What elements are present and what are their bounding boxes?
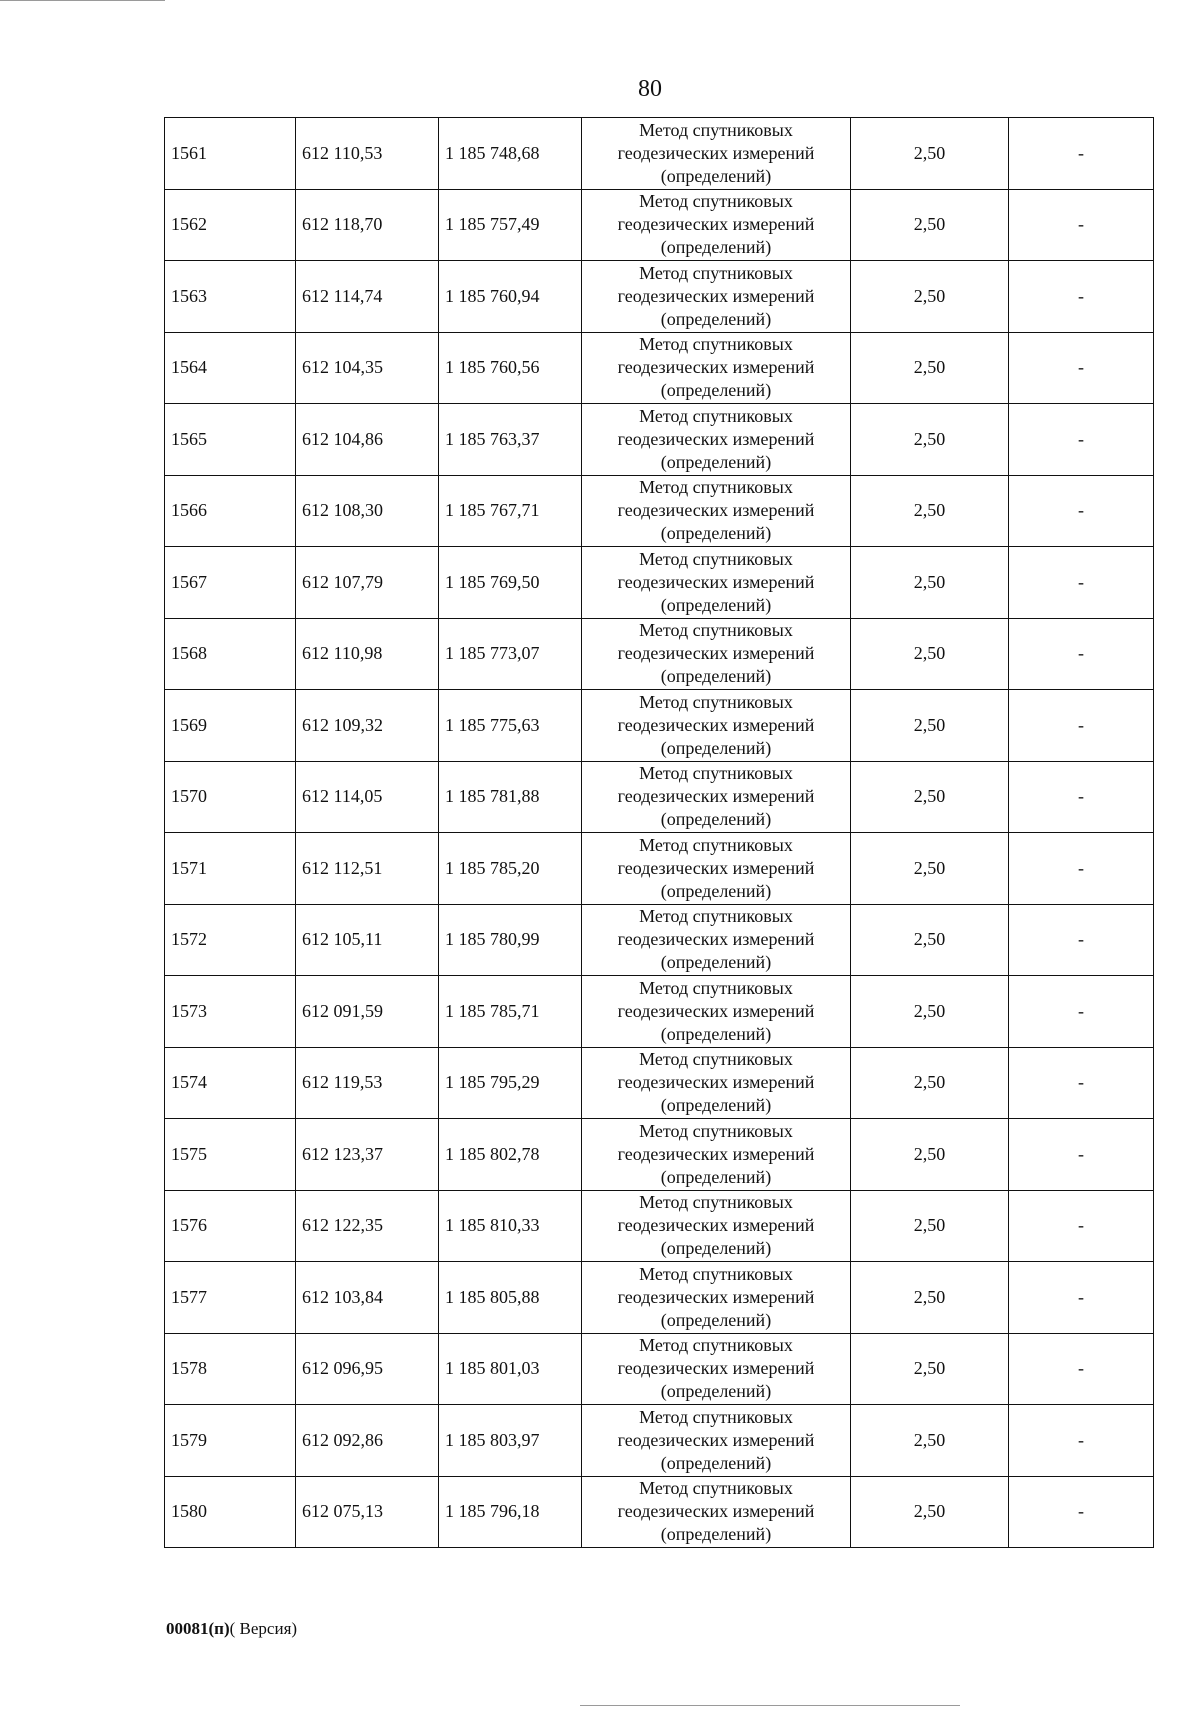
method-text-line2: геодезических измерений xyxy=(617,1501,815,1522)
point-number-cell: 1561 xyxy=(165,118,296,190)
method-text-line1: Метод спутниковых xyxy=(639,834,793,855)
x-coordinate-cell: 612 122,35 xyxy=(296,1190,439,1262)
accuracy-cell: 2,50 xyxy=(851,833,1009,905)
description-cell: - xyxy=(1009,1405,1154,1477)
description-cell: - xyxy=(1009,976,1154,1048)
table-row xyxy=(165,189,1154,261)
method-text-line3: (определений) xyxy=(660,1166,772,1187)
method-cell xyxy=(582,1476,851,1548)
method-text-line1: Метод спутниковых xyxy=(639,1120,793,1141)
method-text-line3: (определений) xyxy=(660,1524,772,1545)
method-text-line3: (определений) xyxy=(660,880,772,901)
description-cell: - xyxy=(1009,475,1154,547)
description-cell: - xyxy=(1009,1476,1154,1548)
method-cell xyxy=(582,189,851,261)
accuracy-cell: 2,50 xyxy=(851,1047,1009,1119)
accuracy-cell: 2,50 xyxy=(851,618,1009,690)
method-text-line1: Метод спутниковых xyxy=(639,906,793,927)
method-text-line2: геодезических измерений xyxy=(617,1000,815,1021)
method-text-line2: геодезических измерений xyxy=(617,214,815,235)
method-cell xyxy=(582,475,851,547)
coordinates-table-body xyxy=(165,118,1154,1548)
x-coordinate-cell: 612 110,53 xyxy=(296,118,439,190)
accuracy-cell: 2,50 xyxy=(851,261,1009,333)
y-coordinate-cell: 1 185 795,29 xyxy=(439,1047,582,1119)
method-cell xyxy=(582,261,851,333)
x-coordinate-cell: 612 110,98 xyxy=(296,618,439,690)
scan-edge-line-bottom xyxy=(580,1705,960,1706)
point-number-cell: 1563 xyxy=(165,261,296,333)
y-coordinate-cell: 1 185 796,18 xyxy=(439,1476,582,1548)
y-coordinate-cell: 1 185 801,03 xyxy=(439,1333,582,1405)
method-text-line2: геодезических измерений xyxy=(617,571,815,592)
method-text-line1: Метод спутниковых xyxy=(639,119,793,140)
method-text-line1: Метод спутниковых xyxy=(639,262,793,283)
coordinates-table xyxy=(164,117,1154,1548)
x-coordinate-cell: 612 096,95 xyxy=(296,1333,439,1405)
x-coordinate-cell: 612 075,13 xyxy=(296,1476,439,1548)
table-row xyxy=(165,261,1154,333)
description-cell: - xyxy=(1009,1119,1154,1191)
x-coordinate-cell: 612 123,37 xyxy=(296,1119,439,1191)
table-row xyxy=(165,332,1154,404)
accuracy-cell: 2,50 xyxy=(851,1119,1009,1191)
method-text-line3: (определений) xyxy=(660,165,772,186)
method-text-line2: геодезических измерений xyxy=(617,500,815,521)
point-number-cell: 1578 xyxy=(165,1333,296,1405)
table-row xyxy=(165,1119,1154,1191)
method-text-line3: (определений) xyxy=(660,451,772,472)
description-cell: - xyxy=(1009,833,1154,905)
point-number-cell: 1565 xyxy=(165,404,296,476)
method-text-line1: Метод спутниковых xyxy=(639,1263,793,1284)
accuracy-cell: 2,50 xyxy=(851,332,1009,404)
description-cell: - xyxy=(1009,189,1154,261)
method-text-line1: Метод спутниковых xyxy=(639,1478,793,1499)
table-row xyxy=(165,475,1154,547)
method-text-line3: (определений) xyxy=(660,523,772,544)
description-cell: - xyxy=(1009,1190,1154,1262)
point-number-cell: 1571 xyxy=(165,833,296,905)
y-coordinate-cell: 1 185 785,71 xyxy=(439,976,582,1048)
method-text-line2: геодезических измерений xyxy=(617,357,815,378)
accuracy-cell: 2,50 xyxy=(851,475,1009,547)
footer xyxy=(166,1619,297,1639)
point-number-cell: 1562 xyxy=(165,189,296,261)
method-cell xyxy=(582,1333,851,1405)
method-text-line1: Метод спутниковых xyxy=(639,1049,793,1070)
y-coordinate-cell: 1 185 773,07 xyxy=(439,618,582,690)
x-coordinate-cell: 612 092,86 xyxy=(296,1405,439,1477)
accuracy-cell: 2,50 xyxy=(851,1476,1009,1548)
table-row xyxy=(165,404,1154,476)
method-cell xyxy=(582,1119,851,1191)
method-text-line3: (определений) xyxy=(660,308,772,329)
y-coordinate-cell: 1 185 767,71 xyxy=(439,475,582,547)
method-text-line2: геодезических измерений xyxy=(617,142,815,163)
method-text-line1: Метод спутниковых xyxy=(639,691,793,712)
method-text-line3: (определений) xyxy=(660,1095,772,1116)
y-coordinate-cell: 1 185 802,78 xyxy=(439,1119,582,1191)
accuracy-cell: 2,50 xyxy=(851,1190,1009,1262)
method-cell xyxy=(582,904,851,976)
method-text-line2: геодезических измерений xyxy=(617,1143,815,1164)
method-text-line3: (определений) xyxy=(660,1452,772,1473)
y-coordinate-cell: 1 185 785,20 xyxy=(439,833,582,905)
point-number-cell: 1574 xyxy=(165,1047,296,1119)
table-row xyxy=(165,1405,1154,1477)
method-text-line3: (определений) xyxy=(660,237,772,258)
x-coordinate-cell: 612 104,35 xyxy=(296,332,439,404)
method-text-line2: геодезических измерений xyxy=(617,1358,815,1379)
y-coordinate-cell: 1 185 780,99 xyxy=(439,904,582,976)
accuracy-cell: 2,50 xyxy=(851,1405,1009,1477)
description-cell: - xyxy=(1009,1047,1154,1119)
point-number-cell: 1570 xyxy=(165,761,296,833)
method-text-line3: (определений) xyxy=(660,1381,772,1402)
method-text-line3: (определений) xyxy=(660,1309,772,1330)
y-coordinate-cell: 1 185 805,88 xyxy=(439,1262,582,1334)
method-cell xyxy=(582,1262,851,1334)
method-text-line1: Метод спутниковых xyxy=(639,1192,793,1213)
method-text-line1: Метод спутниковых xyxy=(639,548,793,569)
method-text-line2: геодезических измерений xyxy=(617,1215,815,1236)
method-cell xyxy=(582,404,851,476)
point-number-cell: 1579 xyxy=(165,1405,296,1477)
x-coordinate-cell: 612 114,05 xyxy=(296,761,439,833)
method-text-line1: Метод спутниковых xyxy=(639,1406,793,1427)
method-text-line3: (определений) xyxy=(660,952,772,973)
point-number-cell: 1580 xyxy=(165,1476,296,1548)
description-cell: - xyxy=(1009,904,1154,976)
accuracy-cell: 2,50 xyxy=(851,1333,1009,1405)
method-text-line3: (определений) xyxy=(660,594,772,615)
description-cell: - xyxy=(1009,761,1154,833)
point-number-cell: 1568 xyxy=(165,618,296,690)
method-text-line1: Метод спутниковых xyxy=(639,191,793,212)
description-cell: - xyxy=(1009,118,1154,190)
y-coordinate-cell: 1 185 769,50 xyxy=(439,547,582,619)
description-cell: - xyxy=(1009,547,1154,619)
method-text-line2: геодезических измерений xyxy=(617,929,815,950)
point-number-cell: 1564 xyxy=(165,332,296,404)
method-text-line1: Метод спутниковых xyxy=(639,334,793,355)
accuracy-cell: 2,50 xyxy=(851,404,1009,476)
y-coordinate-cell: 1 185 781,88 xyxy=(439,761,582,833)
method-text-line2: геодезических измерений xyxy=(617,643,815,664)
table-row xyxy=(165,618,1154,690)
method-text-line1: Метод спутниковых xyxy=(639,763,793,784)
accuracy-cell: 2,50 xyxy=(851,976,1009,1048)
table-row xyxy=(165,904,1154,976)
accuracy-cell: 2,50 xyxy=(851,118,1009,190)
accuracy-cell: 2,50 xyxy=(851,1262,1009,1334)
y-coordinate-cell: 1 185 748,68 xyxy=(439,118,582,190)
y-coordinate-cell: 1 185 763,37 xyxy=(439,404,582,476)
accuracy-cell: 2,50 xyxy=(851,690,1009,762)
footer-version: ( Версия) xyxy=(229,1619,298,1638)
method-text-line1: Метод спутниковых xyxy=(639,620,793,641)
description-cell: - xyxy=(1009,1333,1154,1405)
accuracy-cell: 2,50 xyxy=(851,761,1009,833)
method-text-line3: (определений) xyxy=(660,1238,772,1259)
table-row xyxy=(165,1262,1154,1334)
point-number-cell: 1576 xyxy=(165,1190,296,1262)
description-cell: - xyxy=(1009,332,1154,404)
accuracy-cell: 2,50 xyxy=(851,189,1009,261)
description-cell: - xyxy=(1009,1262,1154,1334)
point-number-cell: 1577 xyxy=(165,1262,296,1334)
table-row xyxy=(165,1476,1154,1548)
method-text-line2: геодезических измерений xyxy=(617,1072,815,1093)
page-number: 80 xyxy=(638,76,662,102)
point-number-cell: 1572 xyxy=(165,904,296,976)
x-coordinate-cell: 612 104,86 xyxy=(296,404,439,476)
table-row xyxy=(165,1047,1154,1119)
point-number-cell: 1569 xyxy=(165,690,296,762)
method-cell xyxy=(582,1190,851,1262)
x-coordinate-cell: 612 114,74 xyxy=(296,261,439,333)
method-text-line2: геодезических измерений xyxy=(617,285,815,306)
method-cell xyxy=(582,118,851,190)
method-cell xyxy=(582,761,851,833)
point-number-cell: 1567 xyxy=(165,547,296,619)
table-row xyxy=(165,761,1154,833)
x-coordinate-cell: 612 091,59 xyxy=(296,976,439,1048)
table-row xyxy=(165,976,1154,1048)
method-text-line3: (определений) xyxy=(660,737,772,758)
method-text-line3: (определений) xyxy=(660,809,772,830)
method-cell xyxy=(582,332,851,404)
method-text-line2: геодезических измерений xyxy=(617,786,815,807)
method-text-line2: геодезических измерений xyxy=(617,1429,815,1450)
method-text-line2: геодезических измерений xyxy=(617,714,815,735)
method-text-line2: геодезических измерений xyxy=(617,1286,815,1307)
y-coordinate-cell: 1 185 803,97 xyxy=(439,1405,582,1477)
point-number-cell: 1573 xyxy=(165,976,296,1048)
description-cell: - xyxy=(1009,261,1154,333)
x-coordinate-cell: 612 103,84 xyxy=(296,1262,439,1334)
table-row xyxy=(165,833,1154,905)
method-text-line2: геодезических измерений xyxy=(617,857,815,878)
description-cell: - xyxy=(1009,618,1154,690)
method-text-line1: Метод спутниковых xyxy=(639,477,793,498)
point-number-cell: 1566 xyxy=(165,475,296,547)
x-coordinate-cell: 612 107,79 xyxy=(296,547,439,619)
accuracy-cell: 2,50 xyxy=(851,547,1009,619)
method-text-line3: (определений) xyxy=(660,666,772,687)
y-coordinate-cell: 1 185 757,49 xyxy=(439,189,582,261)
x-coordinate-cell: 612 105,11 xyxy=(296,904,439,976)
table-row xyxy=(165,547,1154,619)
y-coordinate-cell: 1 185 775,63 xyxy=(439,690,582,762)
method-text-line1: Метод спутниковых xyxy=(639,1335,793,1356)
method-text-line1: Метод спутниковых xyxy=(639,405,793,426)
method-cell xyxy=(582,690,851,762)
x-coordinate-cell: 612 119,53 xyxy=(296,1047,439,1119)
x-coordinate-cell: 612 112,51 xyxy=(296,833,439,905)
x-coordinate-cell: 612 108,30 xyxy=(296,475,439,547)
y-coordinate-cell: 1 185 760,94 xyxy=(439,261,582,333)
method-text-line2: геодезических измерений xyxy=(617,428,815,449)
x-coordinate-cell: 612 118,70 xyxy=(296,189,439,261)
method-cell xyxy=(582,547,851,619)
y-coordinate-cell: 1 185 810,33 xyxy=(439,1190,582,1262)
method-text-line1: Метод спутниковых xyxy=(639,977,793,998)
method-cell xyxy=(582,833,851,905)
y-coordinate-cell: 1 185 760,56 xyxy=(439,332,582,404)
method-cell xyxy=(582,976,851,1048)
description-cell: - xyxy=(1009,404,1154,476)
table-row xyxy=(165,1190,1154,1262)
footer-code: 00081(п) xyxy=(166,1619,230,1638)
scan-edge-line-top xyxy=(0,0,165,1)
x-coordinate-cell: 612 109,32 xyxy=(296,690,439,762)
method-cell xyxy=(582,618,851,690)
accuracy-cell: 2,50 xyxy=(851,904,1009,976)
description-cell: - xyxy=(1009,690,1154,762)
point-number-cell: 1575 xyxy=(165,1119,296,1191)
method-cell xyxy=(582,1047,851,1119)
method-text-line3: (определений) xyxy=(660,1023,772,1044)
method-text-line3: (определений) xyxy=(660,380,772,401)
table-row xyxy=(165,118,1154,190)
method-cell xyxy=(582,1405,851,1477)
table-row xyxy=(165,1333,1154,1405)
table-row xyxy=(165,690,1154,762)
